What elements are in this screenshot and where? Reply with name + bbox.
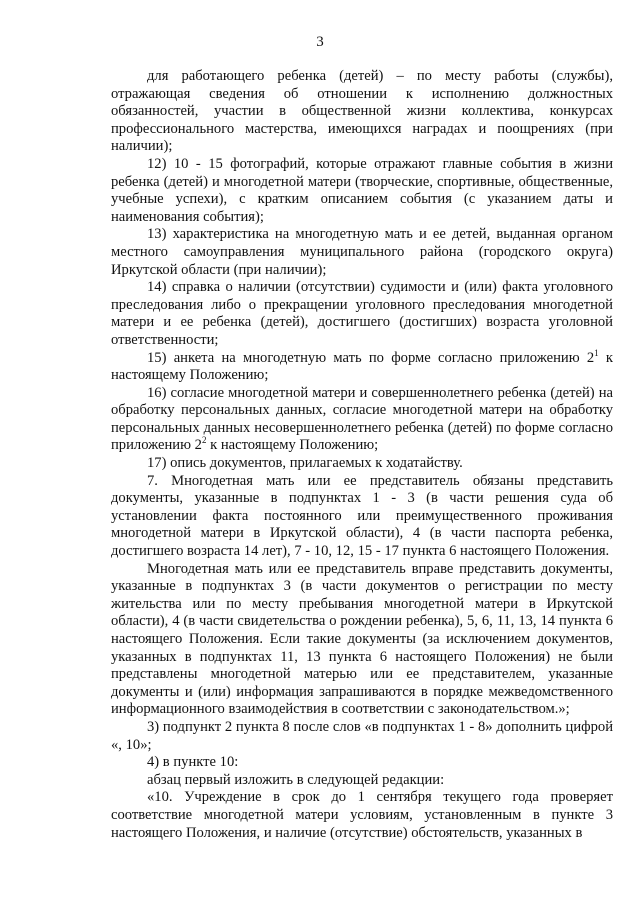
paragraph-point-7: 7. Многодетная мать или ее представитель обязаны представить документы, указанные в подпунктах 1 - 3 (в части решения суда об установлении факта постоянного или преимущественного проживания многодетной матери в Иркутской области), 4 (в части паспорта ребенка, достигшего возраста 14 лет), 7 - 10, 12, 15 - 17 пункта 6 настоящего Положения. (111, 472, 613, 560)
paragraph-item-15-tail: к настоящему Положению; (111, 349, 613, 384)
paragraph-point-10-new-wording: «10. Учреждение в срок до 1 сентября текущего года проверяет соответствие многодетной матери условиям, установленным в пункте 3 настоящего Положения, и наличие (отсутствие) обстоятельств, указанных в (111, 789, 613, 841)
paragraph-item-12-photos: 12) 10 - 15 фотографий, которые отражают главные события в жизни ребенка (детей) и многодетной матери (творческие, спортивные, общественные, учебные успехи), с кратким описанием события (с указанием даты и наименования события); (111, 155, 613, 225)
paragraph-item-16-text: 16) согласие многодетной матери и совершеннолетнего ребенка (детей) на обработку персональных данных, согласие многодетной матери на обработку персональных данных несовершеннолетнего ребенка (детей) по форме согласно приложению 2 (111, 384, 613, 454)
paragraph-item-15-text: 15) анкета на многодетную мать по форме согласно приложению 2 (147, 349, 595, 366)
paragraph-item-15-questionnaire (111, 347, 613, 385)
paragraph-item-16-tail: к настоящему Положению; (206, 437, 379, 454)
paragraph-character-reference-continued: для работающего ребенка (детей) – по месту работы (службы), отражающая сведения об отношении к исполнению должностных обязанностей, участии в общественной жизни коллектива, конкурсах профессионального мастерства, имеющихся наградах и поощрениях (при наличии); (111, 68, 613, 155)
appendix-superscript-1: 1 (594, 347, 599, 358)
paragraph-amendment-3: 3) подпункт 2 пункта 8 после слов «в подпунктах 1 - 8» дополнить цифрой «, 10»; (111, 718, 613, 753)
paragraph-item-17-inventory: 17) опись документов, прилагаемых к ходатайству. (147, 455, 463, 472)
paragraph-item-16-consent (111, 385, 613, 455)
paragraph-item-13-characteristic: 13) характеристика на многодетную мать и ее детей, выданная органом местного самоуправления муниципального района (городского округа) Иркутской области (при наличии); (111, 226, 613, 278)
document-body (111, 68, 613, 842)
page-number: 3 (316, 34, 324, 50)
paragraph-point-7-optional-documents: Многодетная мать или ее представитель вправе представить документы, указанные в подпунктах 3 (в части документов о регистрации по месту жительства или по месту пребывания многодетной матери в Иркутской области), 4 (в части свидетельства о рождении ребенка), 5, 6, 11, 13, 14 пункта 6 настоящего Положения. Если такие документы (за исключением документов, указанных в подпунктах 11, 13 пункта 6 настоящего Положения) не были представлены многодетной матерью или ее представителем, указанные документы и (или) информация запрашиваются в порядке межведомственного информационного взаимодействия в соответствии с законодательством.»; (111, 560, 613, 718)
appendix-superscript-2: 2 (201, 435, 207, 446)
paragraph-amendment-4: 4) в пункте 10: (147, 754, 239, 771)
paragraph-first-paragraph-wording: абзац первый изложить в следующей редакции: (147, 771, 445, 788)
paragraph-item-14-criminal-record: 14) справка о наличии (отсутствии) судимости и (или) факта уголовного преследования либо о прекращении уголовного преследования многодетной матери и ее ребенка (детей), достигшего (достигших) возраста уголовной ответственности; (111, 279, 613, 348)
